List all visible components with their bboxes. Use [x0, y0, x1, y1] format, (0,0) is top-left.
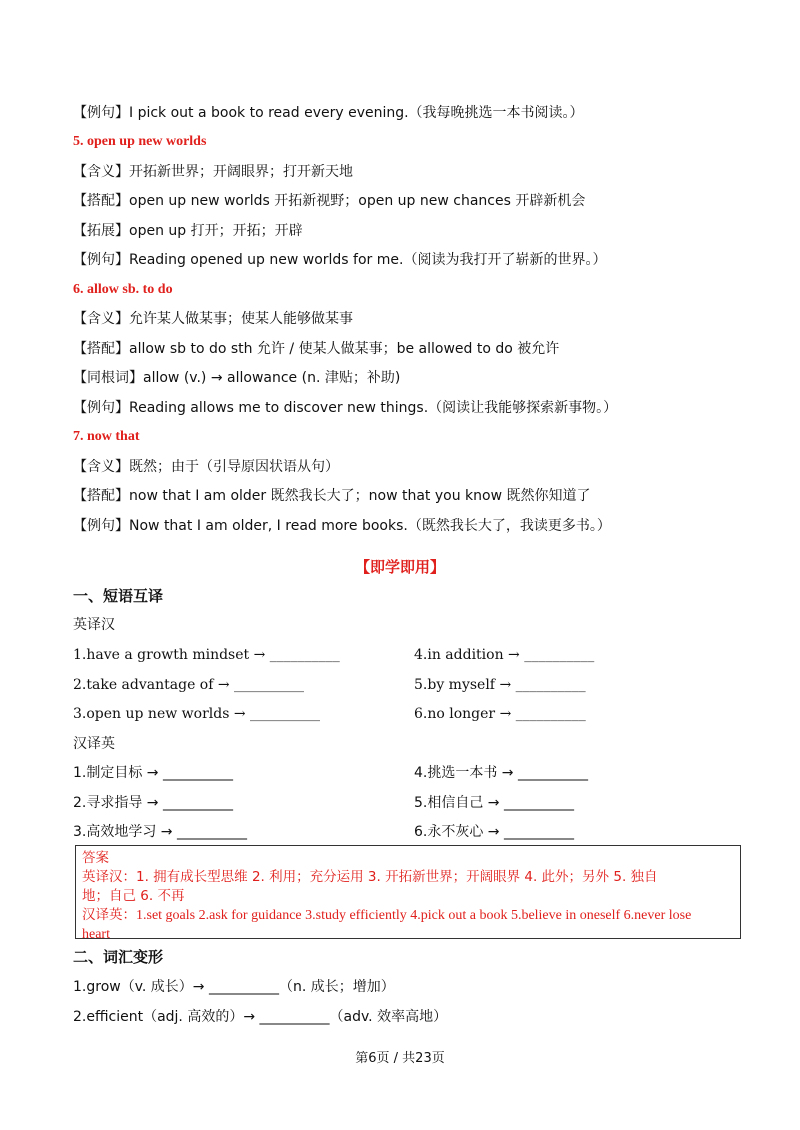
- exercise-item: 2.寻求指导 → __________: [73, 795, 233, 811]
- entry-heading-open-up-new-worlds: 5. open up new worlds: [73, 134, 207, 149]
- answer-line: 英译汉：1. 拥有成长型思维 2. 利用；充分运用 3. 开拓新世界；开阔眼界 4. 此外；另外 5. 独自: [82, 869, 658, 885]
- entry-heading-allow: 6. allow sb. to do: [73, 282, 173, 297]
- subheading-en-cn: 英译汉: [73, 617, 115, 633]
- part1-heading: 一、短语互译: [73, 587, 164, 605]
- answer-prefix: 汉译英：: [82, 907, 136, 923]
- part2-heading: 二、词汇变形: [73, 948, 164, 966]
- answer-label: 答案: [82, 850, 109, 866]
- exercise-item: 4.in addition → __________: [414, 647, 595, 663]
- collocation-allow: 【搭配】allow sb to do sth 允许 / 使某人做某事；be allowed to do 被允许: [73, 341, 560, 357]
- meaning-open-up: 【含义】开拓新世界；开阔眼界；打开新天地: [73, 164, 353, 180]
- example-allow: 【例句】Reading allows me to discover new things.（阅读让我能够探索新事物。）: [73, 400, 618, 416]
- section-title: 【即学即用】: [354, 558, 445, 576]
- exercise-item: 2.efficient（adj. 高效的）→ __________（adv. 效率高地）: [73, 1009, 448, 1025]
- cognate-allow: 【同根词】allow (v.) → allowance (n. 津贴；补助): [73, 370, 401, 386]
- answer-line: 地；自己 6. 不再: [82, 888, 185, 904]
- exercise-item: 6.永不灰心 → __________: [414, 824, 574, 840]
- exercise-item: 5.相信自己 → __________: [414, 795, 574, 811]
- exercise-item: 1.制定目标 → __________: [73, 765, 233, 781]
- example-now-that: 【例句】Now that I am older, I read more books.（既然我长大了，我读更多书。）: [73, 518, 611, 534]
- exercise-item: 6.no longer → __________: [414, 706, 586, 722]
- answer-line: [82, 906, 734, 925]
- exercise-item: 2.take advantage of → __________: [73, 677, 305, 693]
- answer-line: heart: [82, 927, 110, 942]
- example-open-up: 【例句】Reading opened up new worlds for me.（阅读为我打开了崭新的世界。）: [73, 252, 607, 268]
- exercise-item: 1.grow（v. 成长）→ __________（n. 成长；增加）: [73, 979, 395, 995]
- collocation-open-up: 【搭配】open up new worlds 开拓新视野；open up new chances 开辟新机会: [73, 193, 586, 209]
- exercise-item: 4.挑选一本书 → __________: [414, 765, 588, 781]
- exercise-item: 3.高效地学习 → __________: [73, 824, 247, 840]
- entry-heading-now-that: 7. now that: [73, 429, 140, 444]
- example-sentence-pick-out: 【例句】I pick out a book to read every evening.（我每晚挑选一本书阅读。）: [73, 105, 584, 121]
- meaning-allow: 【含义】允许某人做某事；使某人能够做某事: [73, 311, 353, 327]
- subheading-cn-en: 汉译英: [73, 736, 115, 752]
- collocation-now-that: 【搭配】now that I am older 既然我长大了；now that you know 既然你知道了: [73, 488, 591, 504]
- exercise-item: 5.by myself → __________: [414, 677, 586, 693]
- meaning-now-that: 【含义】既然；由于（引导原因状语从句）: [73, 459, 339, 475]
- answer-box: [75, 845, 741, 942]
- extension-open-up: 【拓展】open up 打开；开拓；开辟: [73, 223, 303, 239]
- exercise-item: 1.have a growth mindset → __________: [73, 647, 340, 663]
- answer-english: 1.set goals 2.ask for guidance 3.study efficiently 4.pick out a book 5.believe in oneself 6.never lose: [136, 908, 692, 923]
- page-footer: 第6页 / 共23页: [355, 1051, 445, 1066]
- exercise-item: 3.open up new worlds → __________: [73, 706, 321, 722]
